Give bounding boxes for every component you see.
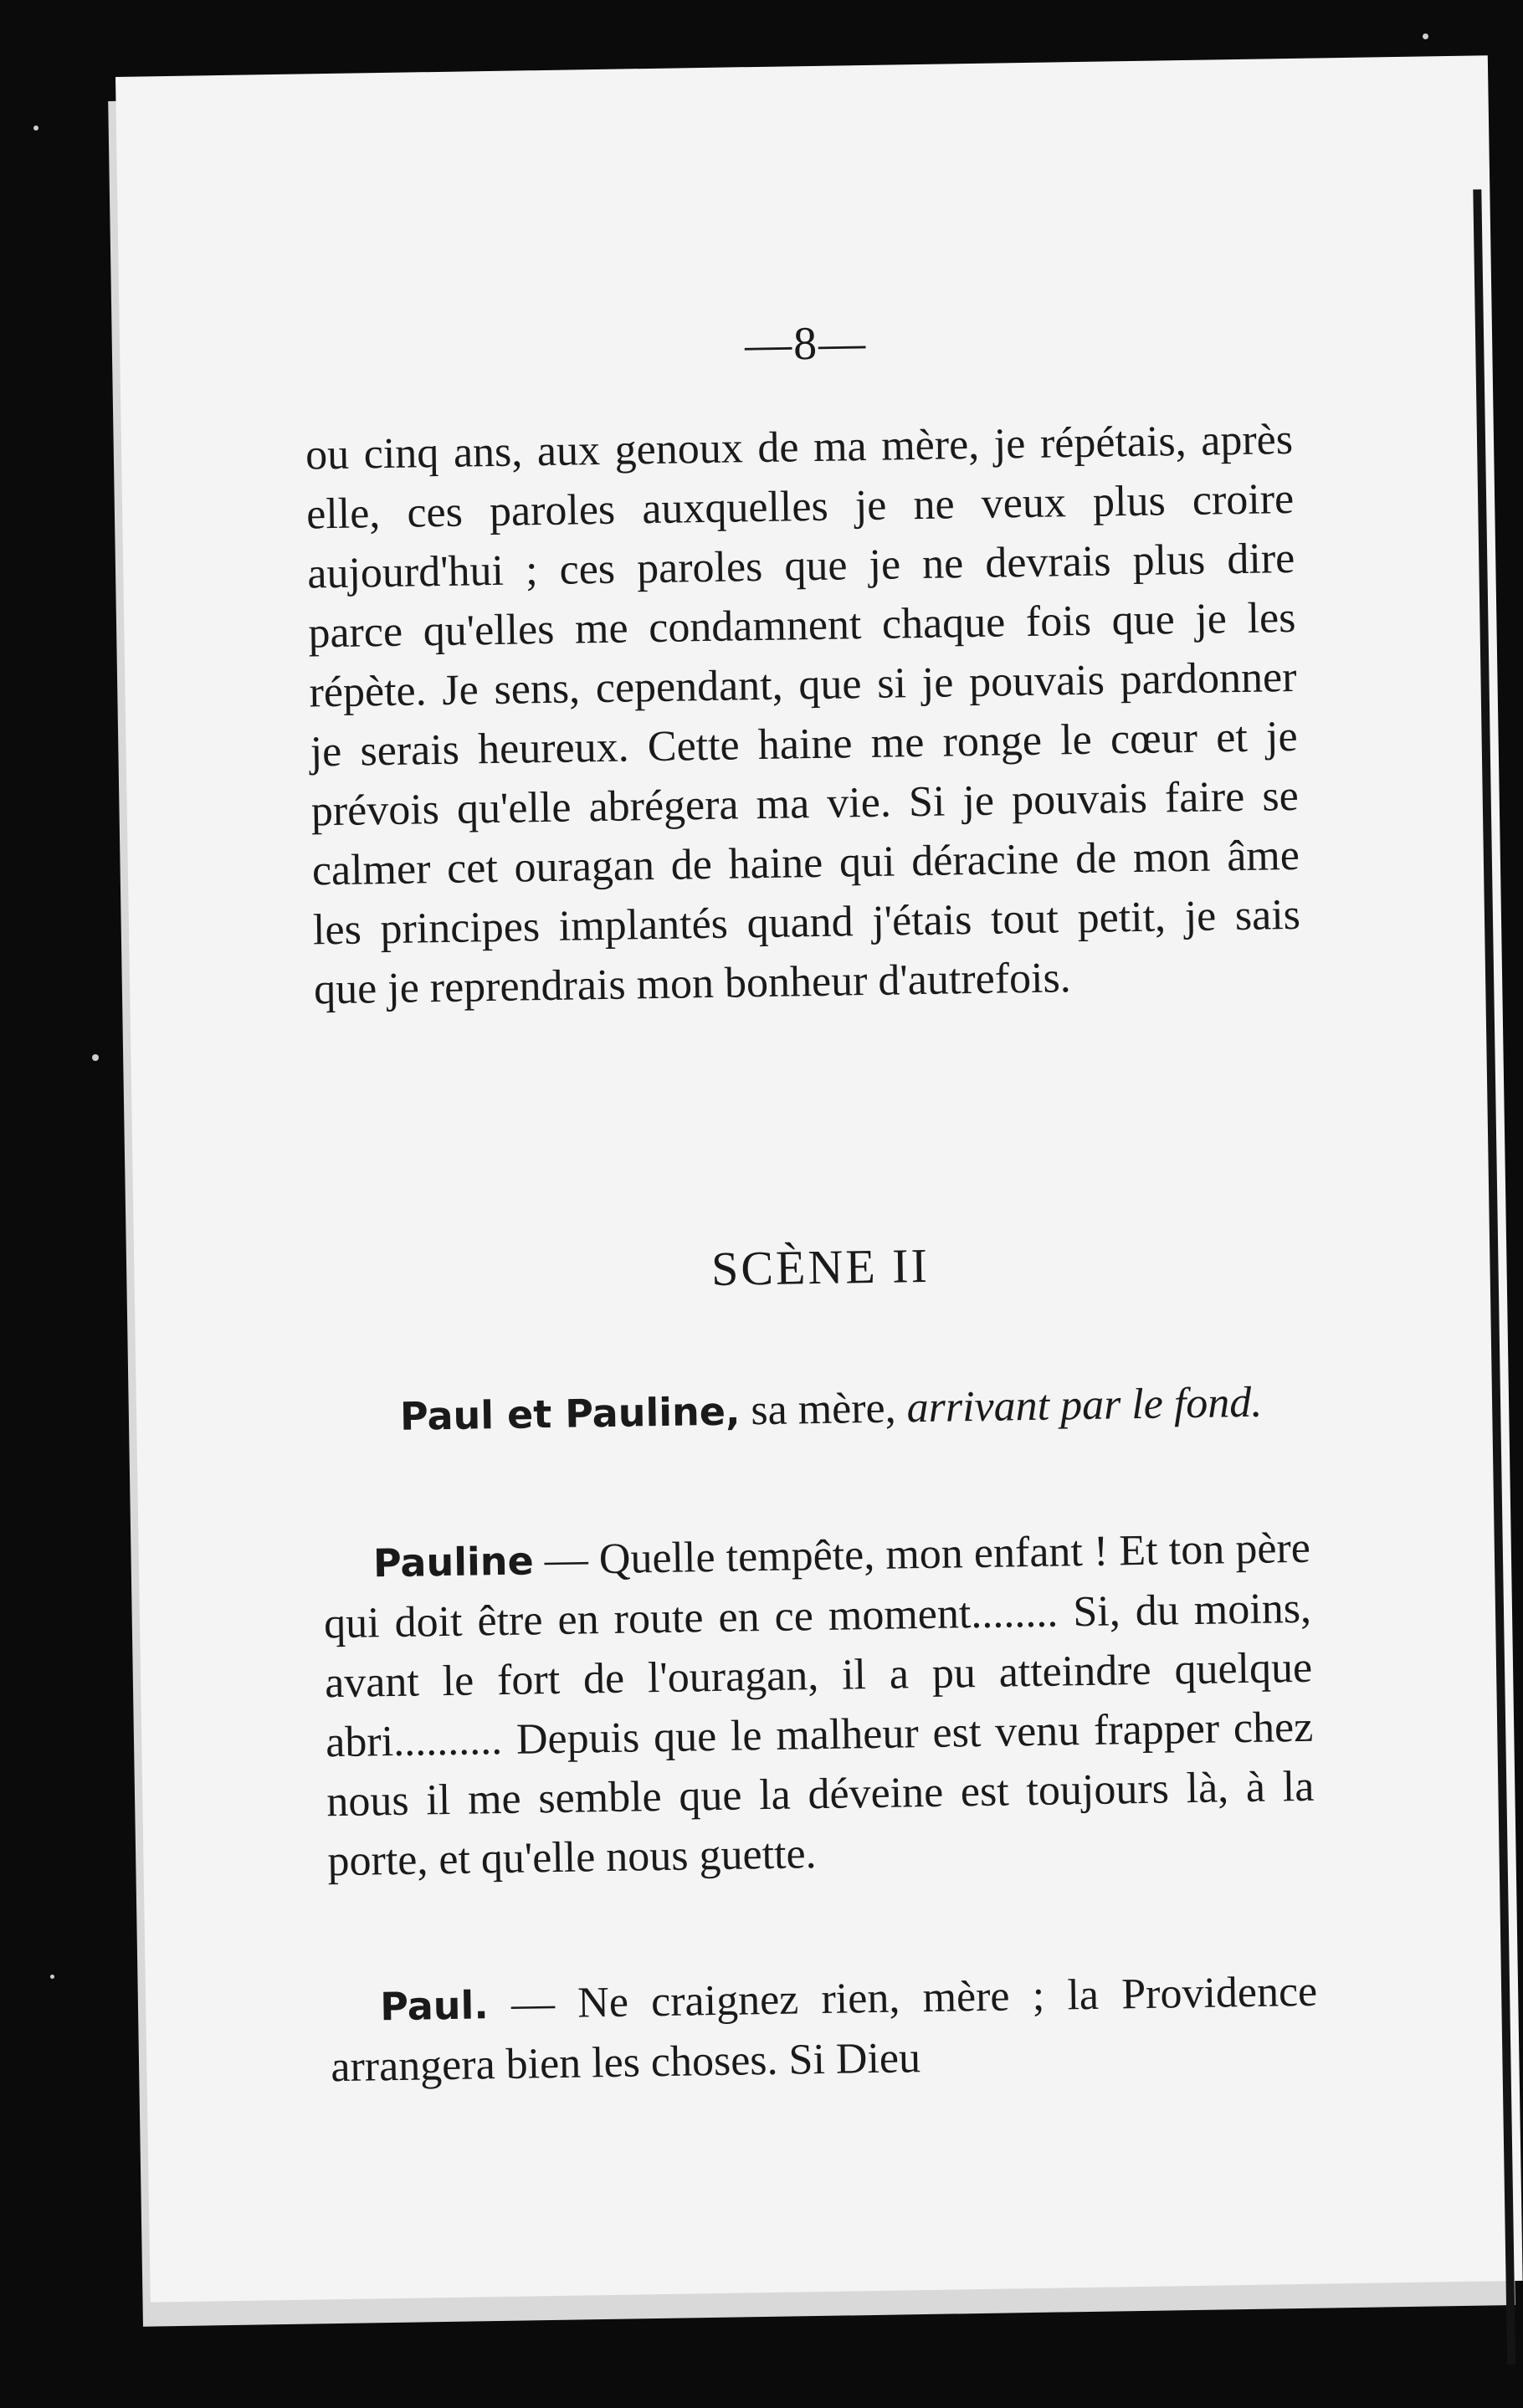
- stage-direction: [387, 1372, 1275, 1447]
- dust-speck: [50, 1975, 54, 1979]
- speaker-name: Paul.: [379, 1982, 490, 2030]
- page-number: —8—: [744, 316, 868, 371]
- speech-text: — Ne craignez rien, mère ; la Providence arrangera bien les choses. Si Dieu: [330, 1967, 1318, 2092]
- book-page: [115, 55, 1523, 2302]
- paragraph-monologue: ou cinq ans, aux genoux de ma mère, je répétais, après elle, ces paroles auxquelles je ne veux plus croire aujourd'hui ; ces paroles que je ne devrais plus dire parce qu'elles me condamnent chaque fois que je les répète. Je sens, cependant, que si je pouvais pardonner je serais heureux. Cette haine me ronge le cœur et je prévois qu'elle abrégera ma vie. Si je pouvais faire se calmer cet ouragan de haine qui déracine de mon âme les principes implantés quand j'étais tout petit, je sais que je reprendrais mon bonheur d'autrefois.: [305, 415, 1301, 1014]
- stage-names: Paul et Pauline,: [399, 1388, 741, 1439]
- speaker-name: Pauline: [372, 1538, 535, 1586]
- dialogue-pauline: [322, 1519, 1315, 1891]
- dialogue-paul: [330, 1962, 1319, 2098]
- dust-speck: [33, 126, 38, 131]
- dust-speck: [1423, 33, 1428, 39]
- stage-relation: sa mère,: [739, 1384, 908, 1435]
- stage-action: arrivant par le fond.: [906, 1378, 1263, 1432]
- scene-title: SCÈNE II: [710, 1237, 931, 1296]
- speech-text: — Quelle tempête, mon enfant ! Et ton père qui doit être en route en ce moment........ Si, du moins, avant le fort de l'ouragan, il a pu atteindre quelque abri.......... Depuis que le malheur est venu frapper chez nous il me semble que la déveine est toujours là, à la porte, et qu'elle nous guette.: [323, 1524, 1315, 1886]
- dust-speck: [92, 1054, 99, 1061]
